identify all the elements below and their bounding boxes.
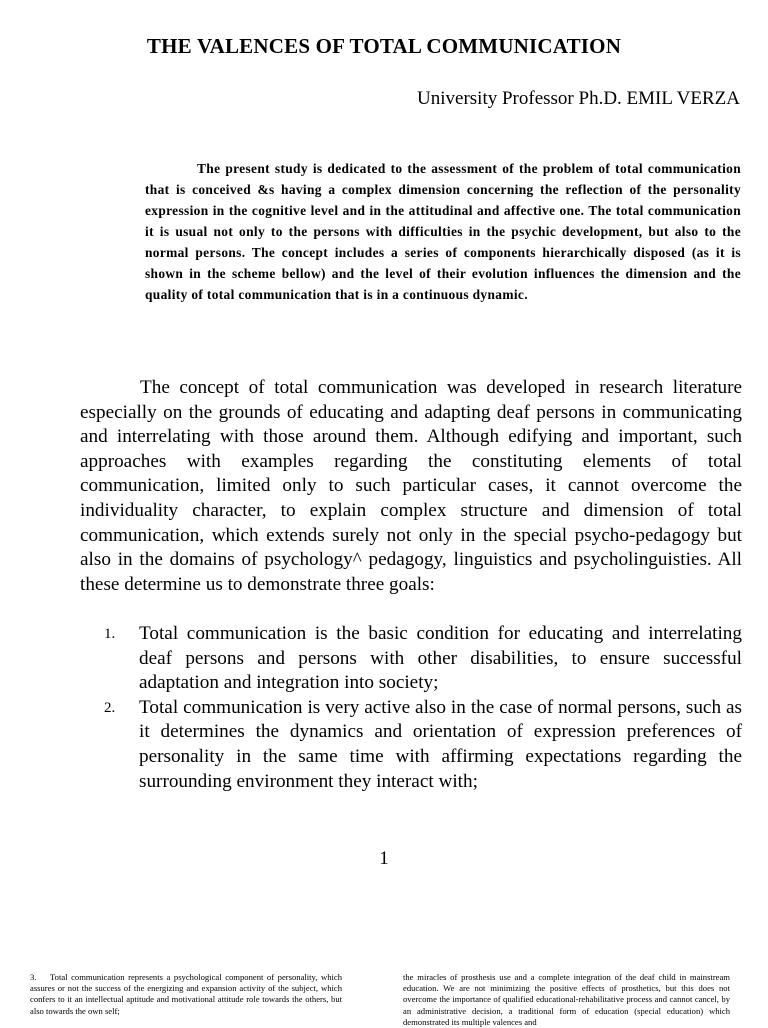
- goal-number: 2.: [104, 699, 116, 716]
- goal-text: Total communication is the basic condition for educating and interrelating deaf persons and persons with other disabilities, to ensure successful adaptation and integration into society;: [139, 623, 742, 694]
- body-paragraph: The concept of total communication was developed in research literature especially on the grounds of educating and adapting deaf persons in communicating and interrelating with those around them. Although edifying and important, such approaches with examples regarding the constituting elements of total communication, limited only to such particular cases, it cannot overcome the individuality character, to explain complex structure and dimension of total communication, which extends surely not only in the special psycho-pedagogy but also in the domains of psychology^ pedagogy, linguistics and psycholinguisties. All these determine us to demonstrate three goals:: [80, 377, 742, 595]
- goal-number: 1.: [104, 626, 116, 642]
- abstract-paragraph: The present study is dedicated to the assessment of the problem of total communication that is conceived &s having a complex dimension concerning the reflection of the personality expression in the cognitive level and in the attitudinal and affective one. The total communication it is usual not only to the persons with difficulties in the psychic development, but also to the normal persons. The concept includes a series of components hierarchically disposed (as it is shown in the scheme bellow) and the level of their evolution influences the dimension and the quality of total communication that is in a continuous dynamic.: [145, 161, 741, 302]
- goal-text: Total communication is very active also in the case of normal persons, such as it determines the dynamics and orientation of expression preferences of personality in the same time with affirming expectations regarding the surrounding environment they interact with;: [139, 696, 742, 792]
- next-page-left-column: [30, 972, 342, 1017]
- goal-item: [104, 622, 742, 696]
- document-title: THE VALENCES OF TOTAL COMMUNICATION: [146, 34, 622, 58]
- goal-number: 3.: [30, 972, 37, 982]
- page-number: 1: [379, 848, 389, 869]
- goal-text: Total communication represents a psychological component of personality, which assures or not the success of the energizing and expansion activity of the subject, which confers to it an intellectual aptitude and motivational attitude role towards the others, but also towards the own self;: [30, 972, 342, 1016]
- goal-item: [104, 696, 742, 794]
- goals-list: [104, 622, 742, 794]
- next-page-right-column: the miracles of prosthesis use and a complete integration of the deaf child in mainstream education. We are not minimizing the positive effects of prosthetics, but this does not overcome the importance of qualified educational-rehabilitative process and cannot cancel, by an administrative decision, a traditional form of education (special education) which demonstrated its multiple valences and: [403, 972, 730, 1027]
- author-line: University Professor Ph.D. EMIL VERZA: [417, 88, 740, 109]
